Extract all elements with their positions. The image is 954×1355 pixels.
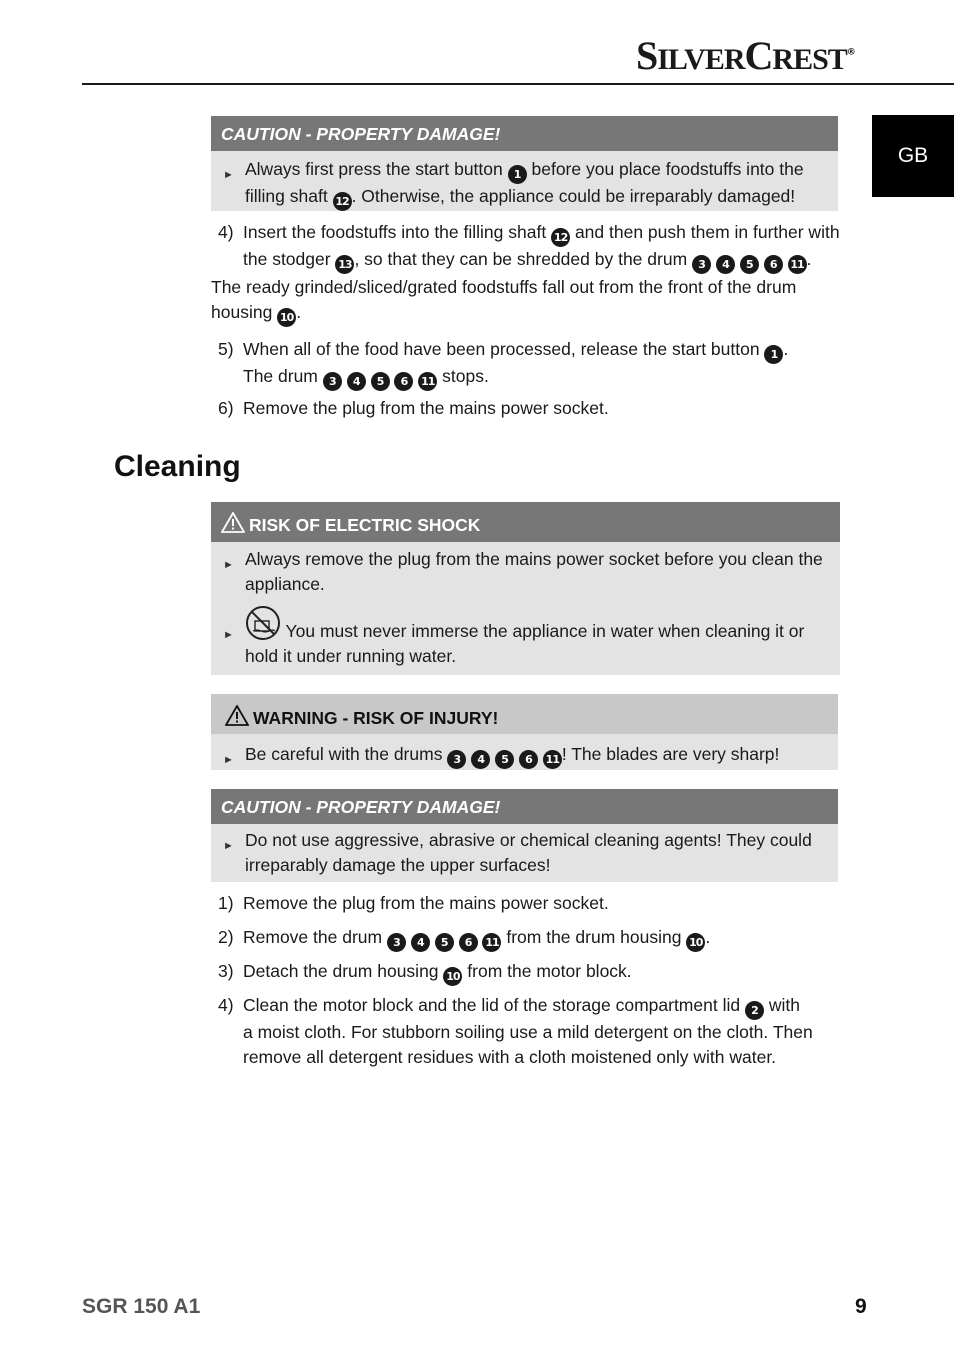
cleaning-step-2: 2) Remove the drum 3 4 5 6 11 from the drum housing 10 . [211,925,851,952]
text-segment: You must never immerse the appliance in water when cleaning it or [285,621,805,641]
shock-box-title: RISK OF ELECTRIC SHOCK [249,515,481,535]
text-segment: Remove the drum [243,927,383,947]
ref-number-icon: 1 [764,345,783,364]
text-segment: Do not use aggressive, abrasive or chemical cleaning agents! They could [245,830,812,850]
warning-bullet-1 [211,742,838,773]
warning-triangle-icon [225,705,249,726]
text-segment: filling shaft [245,186,328,206]
step-5-item: 5) When all of the food have been processed, release the start button 1 . The drum 3 4 5 6 11 stops. [211,337,851,391]
warning-triangle-icon [221,512,245,533]
ref-number-icon: 3 [692,255,711,274]
language-tab [872,115,954,197]
ref-number-icon: 5 [495,750,514,769]
text-segment: with [768,995,800,1015]
bullet-arrow-icon: ► [223,169,234,181]
text-segment: from the motor block. [467,961,632,981]
footer-model-number: SGR 150 A1 [82,1295,201,1318]
ref-number-icon: 10 [443,967,462,986]
text-segment: the stodger [243,249,331,269]
text-segment: hold it under running water. [245,646,457,666]
text-segment: irreparably damage the upper surfaces! [245,855,551,875]
shock-box-header [211,502,840,542]
brand-logo: SILVERCREST® [636,33,855,78]
language-tab-label: GB [897,144,929,167]
step-number: 1) [218,893,234,913]
text-segment: Clean the motor block and the lid of the storage compartment lid [243,995,741,1015]
ref-number-icon: 10 [277,308,296,327]
text-segment: Remove the plug from the mains power socket. [243,893,609,913]
bullet-arrow-icon: ► [223,629,234,641]
ref-number-icon: 4 [347,372,366,391]
caution-box-1-bullet [211,157,838,211]
shock-bullet-2 [211,617,840,669]
ref-number-icon: 6 [459,933,478,952]
text-segment: Be careful with the drums [245,744,443,764]
bullet-arrow-icon: ► [223,840,234,852]
caution-box-2-bullet [211,828,838,878]
text-segment: a moist cloth. For stubborn soiling use a mild detergent on the cloth. Then [243,1022,813,1042]
shock-bullet-1 [211,547,840,597]
ref-number-icon: 13 [335,255,354,274]
step-number: 5) [218,339,234,359]
text-segment: appliance. [245,574,325,594]
text-segment: Detach the drum housing [243,961,439,981]
text-segment: from the drum housing [506,927,682,947]
ref-number-icon: 6 [519,750,538,769]
ref-number-icon: 11 [543,750,562,769]
step-number: 6) [218,398,234,418]
ref-number-icon: 3 [323,372,342,391]
ref-number-icon: 5 [371,372,390,391]
text-segment: and then push them in further with [574,222,840,242]
no-immersion-icon [245,605,281,641]
ref-number-icon: 5 [740,255,759,274]
ref-number-icon: 11 [788,255,807,274]
ref-number-icon: 11 [482,933,501,952]
step-number: 4) [218,995,234,1015]
text-segment: stops. [442,366,489,386]
ref-number-icon: 11 [418,372,437,391]
text-segment: Always remove the plug from the mains power socket before you clean the [245,549,823,569]
ref-number-icon: 5 [435,933,454,952]
caution-box-2-title: CAUTION - PROPERTY DAMAGE! [221,797,501,817]
section-title: Cleaning [114,450,241,483]
text-segment: housing [211,302,273,322]
ref-number-icon: 1 [508,165,527,184]
text-segment: When all of the food have been processed, release the start button [243,339,760,359]
step-number: 2) [218,927,234,947]
warning-box-header [211,694,838,734]
step-number: 3) [218,961,234,981]
text-segment: remove all detergent residues with a cloth moistened only with water. [243,1047,777,1067]
bullet-arrow-icon: ► [223,754,234,766]
text-segment: . Otherwise, the appliance could be irreparably damaged! [351,186,796,206]
footer-page-number: 9 [855,1295,867,1318]
step-6-item [211,396,851,421]
caution-box-2-header [211,789,838,824]
text-segment: Always first press the start button [245,159,503,179]
warning-box-title: WARNING - RISK OF INJURY! [253,708,499,728]
text-segment: , so that they can be shredded by the drum [354,249,688,269]
cleaning-step-3 [211,959,851,986]
bullet-arrow-icon: ► [223,559,234,571]
text-segment: before you place foodstuffs into the [531,159,804,179]
text-segment: The drum [243,366,318,386]
ref-number-icon: 2 [745,1001,764,1020]
ref-number-icon: 4 [471,750,490,769]
text-segment: Insert the foodstuffs into the filling shaft [243,222,547,242]
ref-number-icon: 3 [387,933,406,952]
cleaning-step-4 [211,993,851,1070]
caution-box-1-title: CAUTION - PROPERTY DAMAGE! [221,124,501,144]
ref-number-icon: 12 [551,228,570,247]
text-segment: The ready grinded/sliced/grated foodstuffs fall out from the front of the drum [211,277,797,297]
ref-number-icon: 10 [686,933,705,952]
text-segment: Remove the plug from the mains power socket. [243,398,609,418]
text-segment: ! The blades are very sharp! [561,744,780,764]
step-number: 4) [218,222,234,242]
caution-box-1-header [211,116,838,151]
ref-number-icon: 4 [411,933,430,952]
step-4-item: 4) Insert the foodstuffs into the filling shaft 12 and then push them in further with the stodger 13 , so that they can be shredded by the drum 3 4 5 6 11 . [211,220,851,274]
body-paragraph: The ready grinded/sliced/grated foodstuffs fall out from the front of the drum housing 10 . [211,275,851,327]
header-rule [82,83,954,85]
ref-number-icon: 3 [447,750,466,769]
ref-number-icon: 4 [716,255,735,274]
ref-number-icon: 6 [394,372,413,391]
ref-number-icon: 12 [333,192,352,211]
cleaning-step-1 [211,891,851,916]
ref-number-icon: 6 [764,255,783,274]
